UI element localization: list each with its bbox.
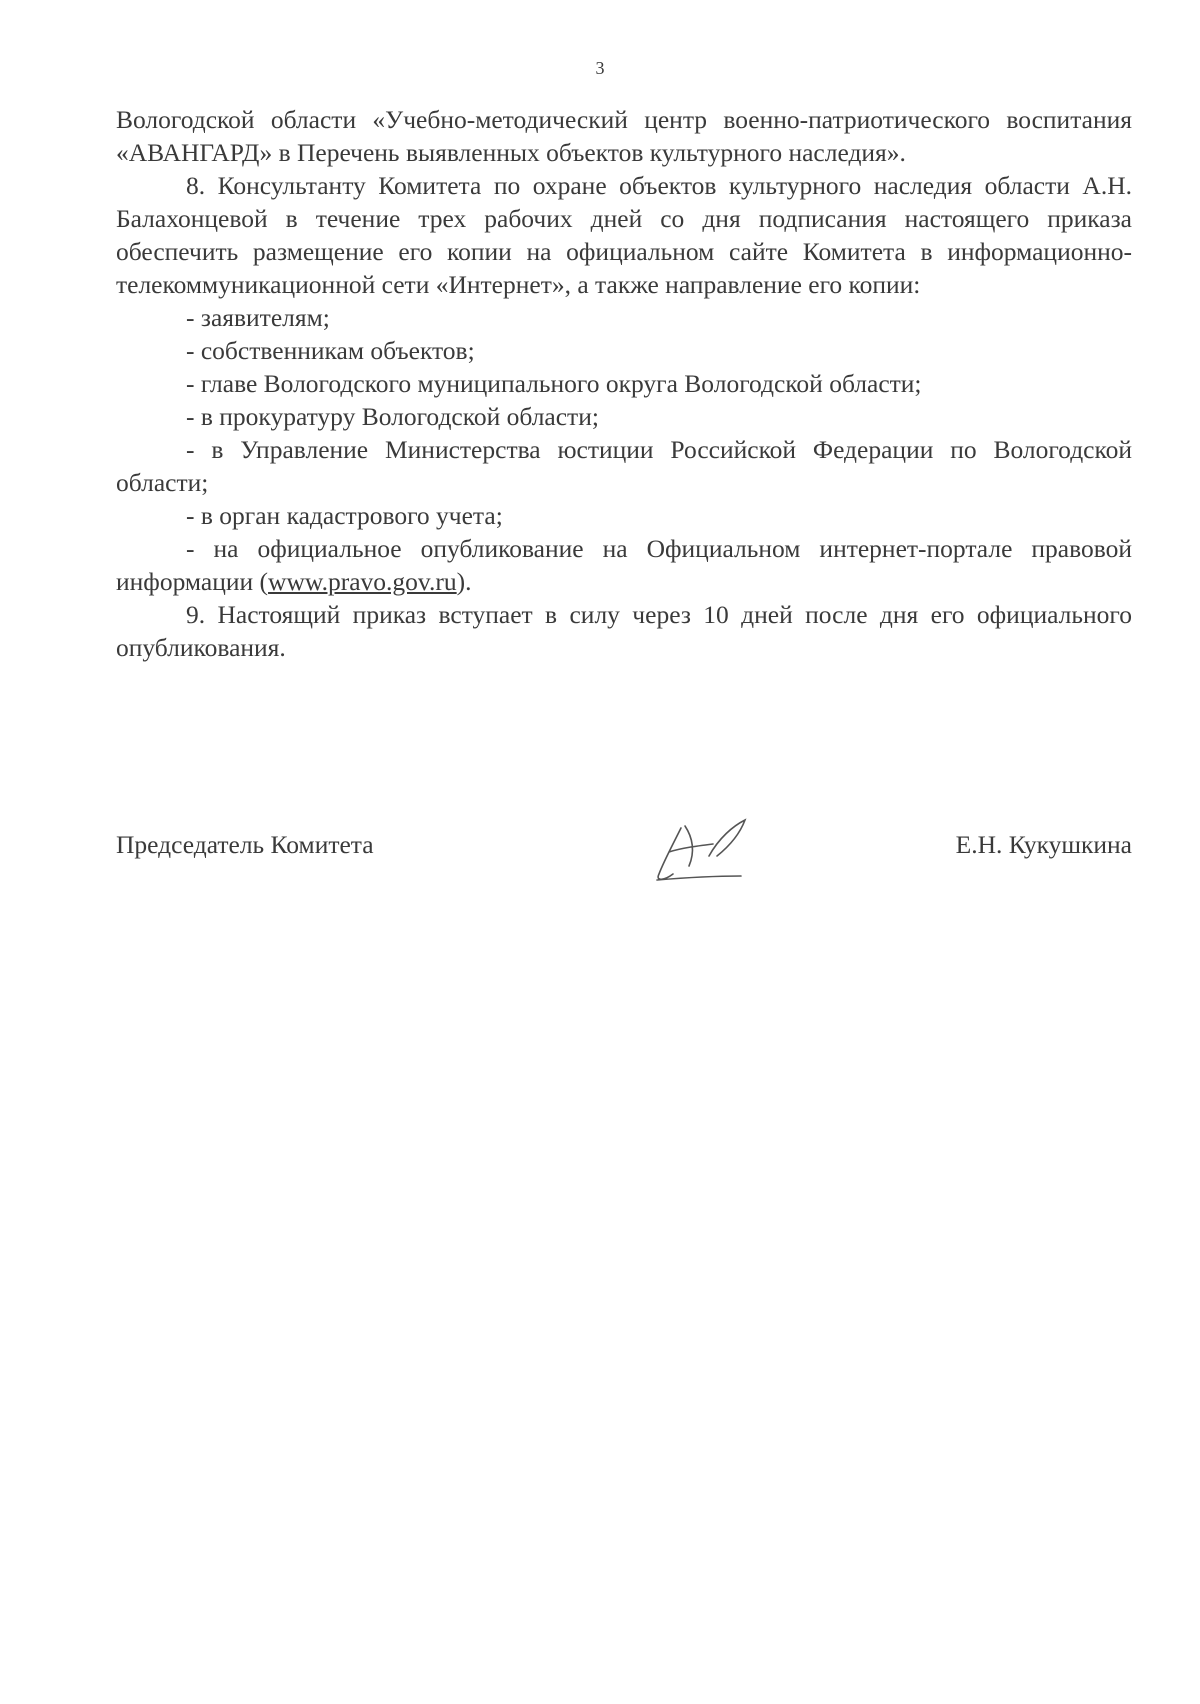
publication-text: - на официальное опубликование на Официальном интернет-портале правовой информации ( xyxy=(116,534,1132,596)
list-item: - в Управление Министерства юстиции Российской Федерации по Вологодской области; xyxy=(116,435,1132,497)
paragraph-9: 9. Настоящий приказ вступает в силу через 10 дней после дня его официального опубликования. xyxy=(116,600,1132,662)
handwritten-signature xyxy=(641,808,761,888)
paragraph-8: 8. Консультанту Комитета по охране объектов культурного наследия области А.Н. Балахонцевой в течение трех рабочих дней со дня подписания настоящего приказа обеспечить размещение его копии на официальном сайте Комитета в информационно-телекоммуникационной сети «Интернет», а также направление его копии: xyxy=(116,171,1132,299)
list-item: - собственникам объектов; xyxy=(186,336,475,365)
pravo-link[interactable]: www.pravo.gov.ru xyxy=(268,567,457,596)
document-body xyxy=(116,103,1132,664)
list-item: - главе Вологодского муниципального округа Вологодской области; xyxy=(186,369,922,398)
list-item: - заявителям; xyxy=(186,303,330,332)
list-item: - в орган кадастрового учета; xyxy=(186,501,503,530)
publication-suffix: ). xyxy=(456,567,472,596)
signatory-title: Председатель Комитета xyxy=(116,830,374,859)
page-number: 3 xyxy=(595,58,605,78)
list-item-publication xyxy=(116,532,1132,598)
signatory-name: Е.Н. Кукушкина xyxy=(955,830,1132,859)
signature-block xyxy=(116,808,1132,888)
list-item: - в прокуратуру Вологодской области; xyxy=(186,402,599,431)
paragraph-continuation: Вологодской области «Учебно-методический центр военно-патриотического воспитания «АВАНГАРД» в Перечень выявленных объектов культурного наследия». xyxy=(116,105,1132,167)
